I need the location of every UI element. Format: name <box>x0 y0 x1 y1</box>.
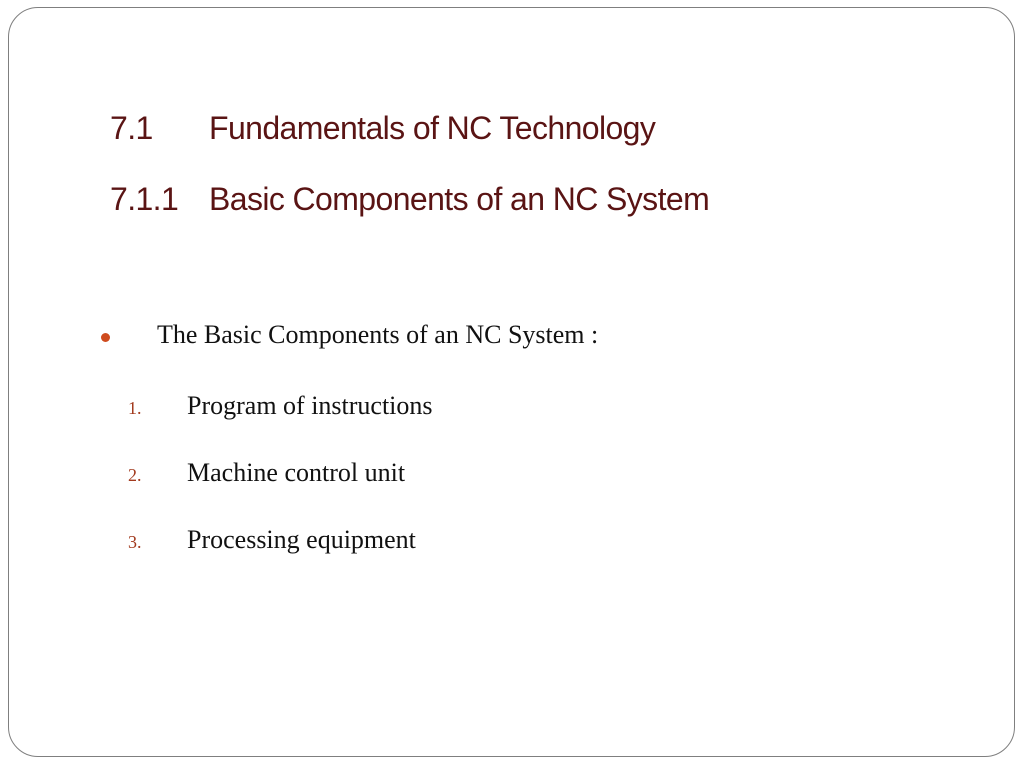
list-item-text: Machine control unit <box>187 458 406 487</box>
section-number: 7.1 <box>110 110 153 146</box>
section-title: Fundamentals of NC Technology <box>209 110 656 146</box>
slide-title-line-2 <box>110 183 709 215</box>
subsection-number: 7.1.1 <box>110 181 179 217</box>
list-item-number: 3. <box>128 532 142 552</box>
list-item-text: Processing equipment <box>187 525 416 554</box>
list-item-text: Program of instructions <box>187 391 433 420</box>
bullet-text: The Basic Components of an NC System : <box>157 320 599 349</box>
subsection-title: Basic Components of an NC System <box>209 181 710 217</box>
list-item-number: 1. <box>128 398 142 418</box>
bullet-dot-icon <box>101 333 110 342</box>
slide-title-line-1 <box>110 112 655 144</box>
list-item-number: 2. <box>128 465 142 485</box>
slide <box>8 7 1015 757</box>
